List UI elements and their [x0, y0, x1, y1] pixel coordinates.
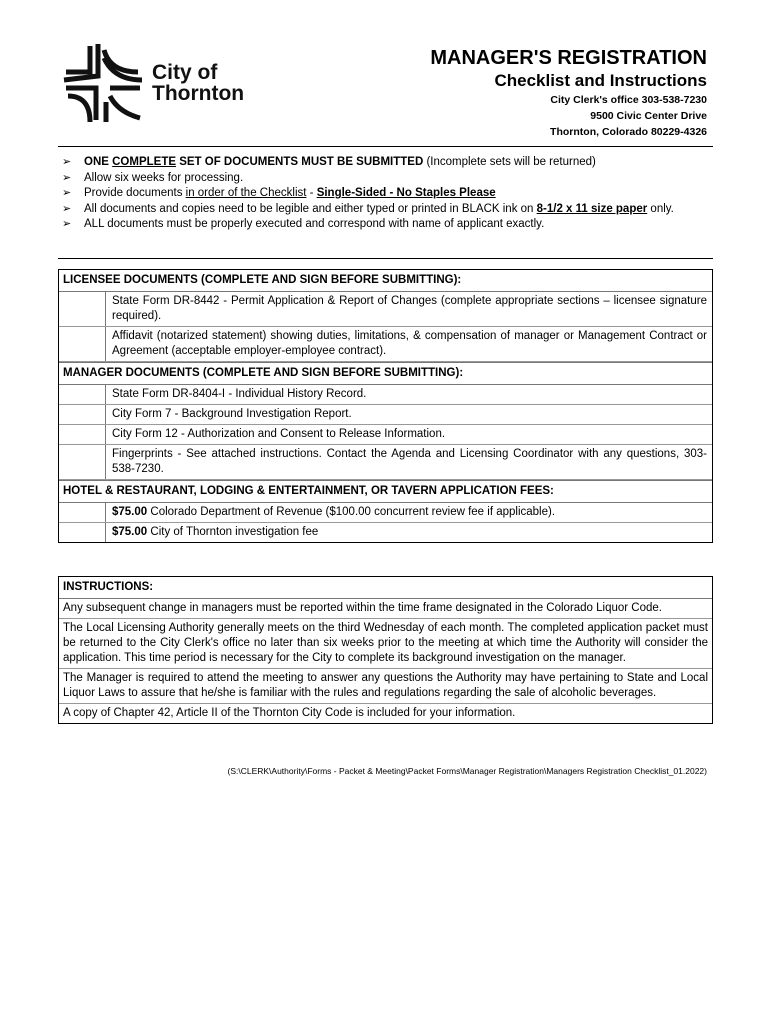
- checkbox-cell[interactable]: [59, 385, 106, 404]
- bullet-text: in order of the Checklist: [185, 187, 307, 199]
- checkbox-cell[interactable]: [59, 445, 106, 479]
- table-row: [59, 327, 712, 362]
- bullet-text: Single-Sided - No Staples Please: [316, 187, 496, 199]
- list-item: [62, 202, 712, 218]
- file-path-footer: (S:\CLERK\Authority\Forms - Packet & Meeting\Packet Forms\Manager Registration\Managers Registration Checklist_01.2022): [227, 766, 707, 776]
- instruction-paragraph: The Local Licensing Authority generally meets on the third Wednesday of each month. The completed application packet must be returned to the City Clerk's office no later than six weeks prior to the meeting at which time the Authority will consider the application. This time period is necessary for the City to complete its background investigation on the manager.: [59, 619, 712, 669]
- address-line-3: Thornton, Colorado 80229-4326: [550, 126, 707, 138]
- arrow-bullet-icon: ➢: [62, 156, 72, 168]
- arrow-bullet-icon: ➢: [62, 187, 72, 199]
- document-header: [430, 46, 707, 140]
- checkbox-cell[interactable]: [59, 425, 106, 444]
- bullet-text: (Incomplete sets will be returned): [423, 156, 596, 168]
- bullet-text: SET OF DOCUMENTS MUST BE SUBMITTED: [176, 156, 424, 168]
- checkbox-cell[interactable]: [59, 292, 106, 326]
- thornton-logo-mark-icon: [60, 42, 150, 124]
- address-line-2: 9500 Civic Center Drive: [590, 110, 707, 122]
- table-row: [59, 385, 712, 405]
- instruction-paragraph: The Manager is required to attend the meeting to answer any questions the Authority may have pertaining to State and Local Liquor Laws to assure that he/she is familiar with the rules and regulations regarding the sale of alcoholic beverages.: [59, 669, 712, 704]
- fees-heading: HOTEL & RESTAURANT, LODGING & ENTERTAINMENT, OR TAVERN APPLICATION FEES:: [59, 480, 712, 503]
- city-of-thornton-logo: [60, 42, 260, 124]
- manager-heading: MANAGER DOCUMENTS (COMPLETE AND SIGN BEFORE SUBMITTING):: [59, 362, 712, 385]
- bullet-text: -: [306, 187, 317, 199]
- table-row: [59, 405, 712, 425]
- checkbox-cell[interactable]: [59, 405, 106, 424]
- bullet-text: Provide documents: [84, 187, 186, 199]
- header-divider: [58, 146, 713, 147]
- list-item: [62, 217, 712, 233]
- table-row: [59, 425, 712, 445]
- checklist-item-text: Fingerprints - See attached instructions. Contact the Agenda and Licensing Coordinator with any questions, 303-538-7230.: [112, 448, 707, 475]
- bullet-text: 8-1/2 x 11 size paper: [536, 202, 648, 215]
- bullet-text: Allow six weeks for processing.: [84, 171, 244, 184]
- logo-line-2: Thornton: [152, 82, 245, 105]
- arrow-bullet-icon: ➢: [62, 202, 72, 215]
- instructions-heading: INSTRUCTIONS:: [59, 577, 712, 599]
- checklist-item-text: State Form DR-8404-I - Individual History Record.: [112, 388, 367, 400]
- fee-description: City of Thornton investigation fee: [147, 526, 319, 538]
- arrow-bullet-icon: ➢: [62, 218, 72, 230]
- fee-amount: $75.00: [112, 506, 148, 518]
- list-item: [62, 171, 712, 187]
- requirements-list: [62, 155, 712, 233]
- fee-amount: $75.00: [112, 526, 148, 538]
- page-subtitle: Checklist and Instructions: [494, 71, 707, 90]
- bullet-text: only.: [647, 202, 674, 215]
- checklist-item-text: Affidavit (notarized statement) showing duties, limitations, & compensation of manager or Management Contract or Agreement (acceptable employer-employee contract).: [112, 330, 707, 357]
- bullet-text: ALL documents must be properly executed and correspond with name of applicant exactly.: [84, 218, 545, 230]
- checklist-table: [58, 269, 713, 543]
- bullet-text: ONE: [84, 156, 113, 168]
- checkbox-cell[interactable]: [59, 327, 106, 361]
- instructions-table: [58, 576, 713, 724]
- table-row: [59, 523, 712, 542]
- instruction-paragraph: Any subsequent change in managers must be reported within the time frame designated in the Colorado Liquor Code.: [59, 599, 712, 619]
- table-row: [59, 292, 712, 327]
- fee-item-text: [106, 523, 712, 542]
- list-item: [62, 155, 712, 171]
- fee-description: Colorado Department of Revenue ($100.00 concurrent review fee if applicable).: [147, 506, 556, 518]
- address-line-1: City Clerk's office 303-538-7230: [550, 94, 707, 106]
- logo-line-1: City of: [152, 61, 218, 84]
- instruction-paragraph: A copy of Chapter 42, Article II of the Thornton City Code is included for your information.: [63, 707, 516, 719]
- bullet-text: COMPLETE: [112, 156, 177, 168]
- page-title: MANAGER'S REGISTRATION: [430, 47, 707, 69]
- checklist-item-text: City Form 7 - Background Investigation Report.: [112, 408, 352, 420]
- checklist-item-text: State Form DR-8442 - Permit Application & Report of Changes (complete appropriate sections – licensee signature required).: [112, 295, 707, 322]
- licensee-heading: LICENSEE DOCUMENTS (COMPLETE AND SIGN BEFORE SUBMITTING):: [59, 270, 712, 292]
- list-item: [62, 186, 712, 202]
- fee-item-text: [106, 503, 712, 522]
- arrow-bullet-icon: ➢: [62, 171, 72, 184]
- checkbox-cell[interactable]: [59, 523, 106, 542]
- bullet-text: All documents and copies need to be legible and either typed or printed in BLACK ink on: [84, 202, 537, 215]
- logo-wordmark: [152, 62, 244, 104]
- table-row: [59, 503, 712, 523]
- bullets-divider: [58, 258, 713, 259]
- checkbox-cell[interactable]: [59, 503, 106, 522]
- checklist-item-text: City Form 12 - Authorization and Consent to Release Information.: [112, 428, 446, 440]
- table-row: [59, 445, 712, 480]
